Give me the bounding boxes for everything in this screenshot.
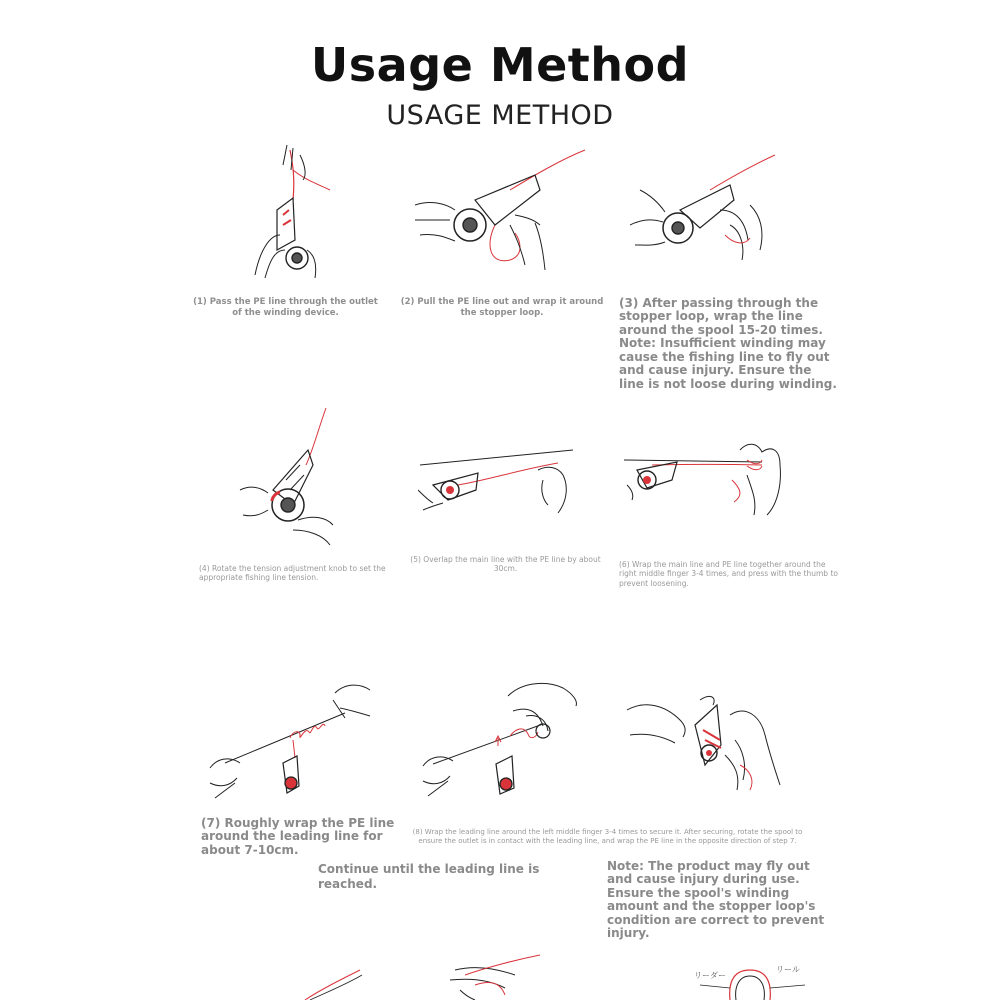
step-7-caption: (7) Roughly wrap the PE line around the leading line for about 7-10cm.: [201, 816, 395, 857]
safety-note: Note: The product may fly out and cause injury during use. Ensure the spool's winding amount and the stopper loop's condition are correct to prevent injury.: [607, 859, 825, 941]
step-10-illustration: [300, 965, 370, 1000]
step-5-illustration: [418, 445, 578, 520]
page-subtitle: USAGE METHOD: [386, 100, 614, 131]
step-1-illustration: [245, 140, 345, 280]
reel-label: リール: [776, 965, 800, 974]
step-2-caption: (2) Pull the PE line out and wrap it around the stopper loop.: [400, 297, 604, 318]
step-8-illustration: [418, 676, 583, 801]
continue-note: Continue until the leading line is reached.: [318, 862, 540, 891]
step-5-caption: (5) Overlap the main line with the PE line by about 30cm.: [410, 555, 601, 574]
step-7-illustration: [205, 678, 375, 803]
step-6-illustration: [622, 440, 787, 520]
page-title: Usage Method: [310, 38, 690, 92]
step-3-illustration: [630, 150, 780, 270]
step-6-caption: (6) Wrap the main line and PE line together around the right middle finger 3-4 times, and press with the thumb to prevent loosening.: [619, 560, 838, 588]
step-4-caption: (4) Rotate the tension adjustment knob to set the appropriate fishing line tension.: [199, 564, 386, 583]
step-2-illustration: [415, 145, 590, 275]
step-3-caption: (3) After passing through the stopper loop, wrap the line around the spool 15-20 times. Note: Insufficient winding may cause the fishing line to fly out and cause injury. Ensure the line is not loose during winding.: [619, 296, 837, 391]
step-11-illustration: [445, 950, 545, 1000]
leader-label: リーダー: [694, 971, 726, 980]
step-9-illustration: [625, 685, 785, 800]
step-1-caption: (1) Pass the PE line through the outlet of the winding device.: [193, 297, 378, 318]
step-4-illustration: [238, 405, 338, 550]
step-8-caption: (8) Wrap the leading line around the left middle finger 3-4 times to secure it. After securing, rotate the spool to ensure the outlet is in contact with the leading line, and wrap the PE line in the opposite direction of step 7.: [412, 828, 803, 846]
